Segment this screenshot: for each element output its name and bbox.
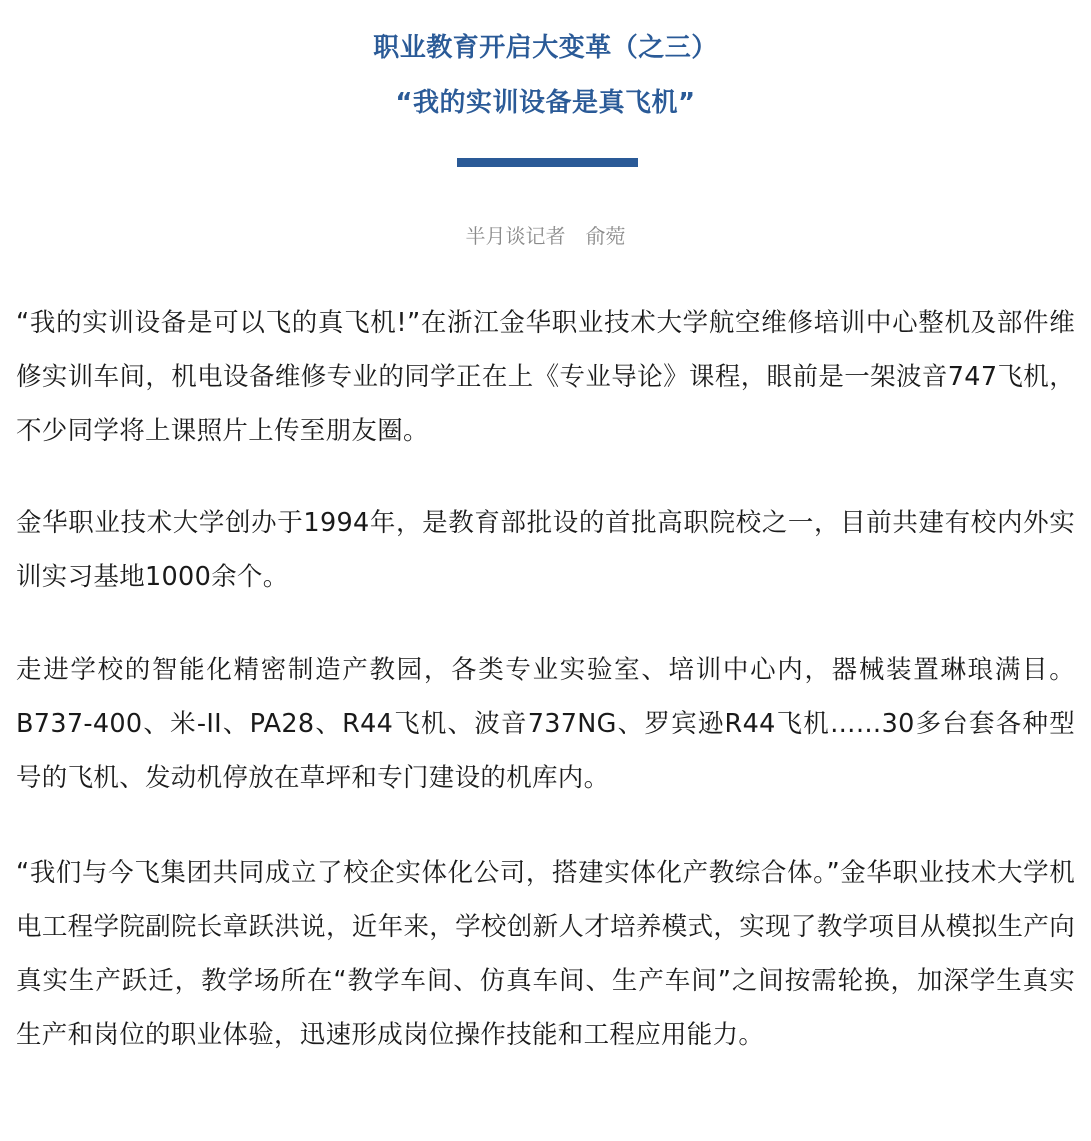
article-title-line-1: 职业教育开启大变革（之三）: [373, 33, 718, 63]
paragraph-1: “我的实训设备是可以飞的真飞机!”在浙江金华职业技术大学航空维修培训中心整机及部件维修实训车间，机电设备维修专业的同学正在上《专业导论》课程，眼前是一架波音747飞机，不少同学将上课照片上传至朋友圈。: [16, 308, 1075, 446]
paragraph-4: “我们与今飞集团共同成立了校企实体化公司，搭建实体化产教综合体。”金华职业技术大学机电工程学院副院长章跃洪说，近年来，学校创新人才培养模式，实现了教学项目从模拟生产向真实生产跃迁，教学场所在“教学车间、仿真车间、生产车间”之间按需轮换，加深学生真实生产和岗位的职业体验，迅速形成岗位操作技能和工程应用能力。: [16, 858, 1075, 1050]
title-divider: [457, 158, 638, 167]
article-title-line-2: “我的实训设备是真飞机”: [395, 88, 696, 118]
paragraph-3: 走进学校的智能化精密制造产教园，各类专业实验室、培训中心内，器械装置琳琅满目。B737-400、米-II、PA28、R44飞机、波音737NG、罗宾逊R44飞机……30多台套各种型号的飞机、发动机停放在草坪和专门建设的机库内。: [16, 655, 1075, 793]
paragraph-2: 金华职业技术大学创办于1994年，是教育部批设的首批高职院校之一，目前共建有校内外实训实习基地1000余个。: [16, 508, 1075, 592]
byline: 半月谈记者 俞菀: [465, 224, 626, 248]
